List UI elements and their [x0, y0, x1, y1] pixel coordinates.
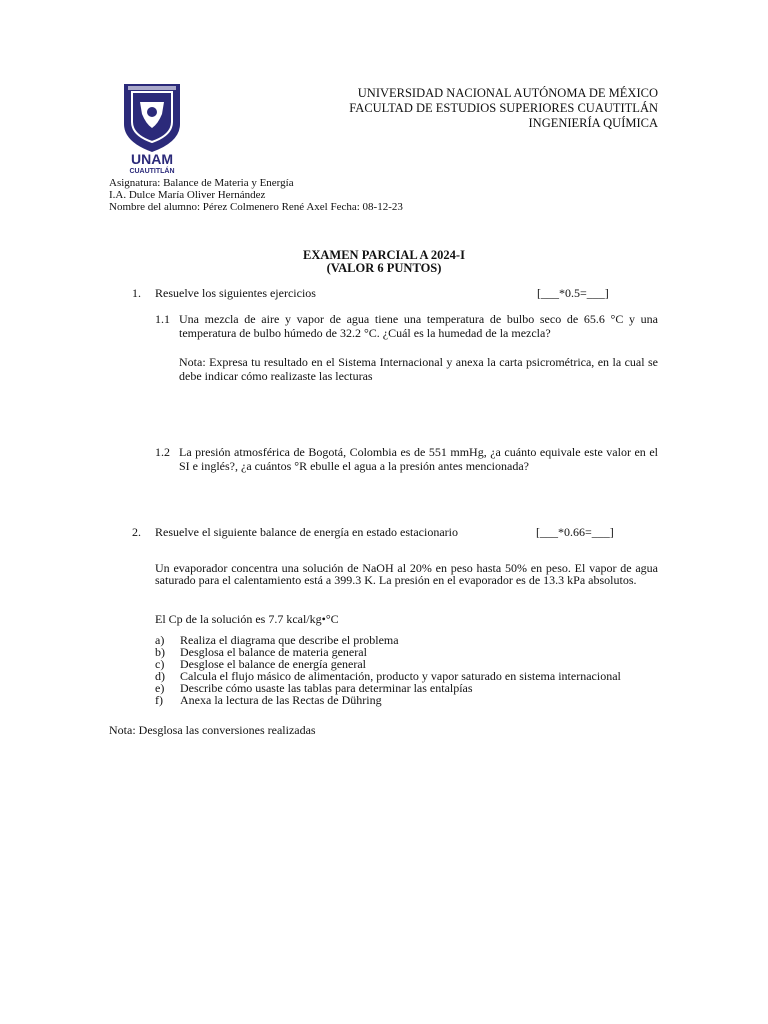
- item-text: Desglose el balance de energía general: [180, 657, 367, 671]
- item-text: Calcula el flujo másico de alimentación, producto y vapor saturado en sistema internacional: [180, 669, 621, 683]
- item-text: Realiza el diagrama que describe el problema: [180, 633, 399, 647]
- q2-cp: El Cp de la solución es 7.7 kcal/kg•°C: [155, 612, 339, 626]
- teacher-line: I.A. Dulce María Oliver Hernández: [109, 189, 266, 201]
- list-item: [155, 694, 382, 706]
- exam-value: (VALOR 6 PUNTOS): [326, 261, 442, 275]
- logo-text-top: UNAM: [131, 151, 173, 167]
- q2-text: Resuelve el siguiente balance de energía en estado estacionario: [155, 525, 458, 539]
- item-text: Desglosa el balance de materia general: [180, 645, 367, 659]
- item-text: Describe cómo usaste las tablas para determinar las entalpías: [180, 681, 473, 695]
- q1-score: [___*0.5=___]: [537, 286, 609, 300]
- q1-text: Resuelve los siguientes ejercicios: [155, 286, 316, 300]
- q1-1-note: Nota: Expresa tu resultado en el Sistema Internacional y anexa la carta psicrométrica, en la cual se debe indicar cómo realizaste las lecturas: [179, 355, 658, 383]
- student-line: Nombre del alumno: Pérez Colmenero René Axel Fecha: 08-12-23: [109, 201, 403, 213]
- program-name: INGENIERÍA QUÍMICA: [528, 116, 658, 130]
- q1-1-number: 1.1: [155, 312, 170, 326]
- item-text: Anexa la lectura de las Rectas de Dühring: [180, 693, 382, 707]
- item-letter: c): [155, 657, 165, 671]
- university-name: UNIVERSIDAD NACIONAL AUTÓNOMA DE MÉXICO: [357, 86, 658, 100]
- unam-crest-icon: [118, 80, 186, 176]
- item-letter: d): [155, 669, 165, 683]
- q1-2-number: 1.2: [155, 445, 170, 459]
- footer-note: Nota: Desglosa las conversiones realizadas: [109, 723, 316, 737]
- item-letter: b): [155, 645, 165, 659]
- q2-item-list: [155, 634, 675, 714]
- subject-line: Asignatura: Balance de Materia y Energía: [109, 177, 294, 189]
- unam-logo: [118, 80, 186, 176]
- item-letter: a): [155, 633, 165, 647]
- q1-number: 1.: [132, 286, 141, 300]
- q1-2-text: La presión atmosférica de Bogotá, Colombia es de 551 mmHg, ¿a cuánto equivale este valor en el SI e inglés?, ¿a cuántos °R ebulle el agua a la presión antes mencionada?: [179, 445, 658, 473]
- item-letter: e): [155, 681, 165, 695]
- exam-title: EXAMEN PARCIAL A 2024-I: [303, 248, 465, 262]
- logo-text-bottom: CUAUTITLÁN: [129, 168, 175, 175]
- q2-score: [___*0.66=___]: [536, 525, 614, 539]
- q2-number: 2.: [132, 525, 141, 539]
- q1-1-text: Una mezcla de aire y vapor de agua tiene una temperatura de bulbo seco de 65.6 °C y una temperatura de bulbo húmedo de 32.2 °C. ¿Cuál es la humedad de la mezcla?: [179, 312, 658, 340]
- faculty-name: FACULTAD DE ESTUDIOS SUPERIORES CUAUTITLÁN: [349, 101, 658, 115]
- q2-paragraph: Un evaporador concentra una solución de NaOH al 20% en peso hasta 50% en peso. El vapor de agua saturado para el calentamiento está a 399.3 K. La presión en el evaporador es de 13.3 kPa absolutos.: [155, 561, 658, 587]
- item-letter: f): [155, 693, 163, 707]
